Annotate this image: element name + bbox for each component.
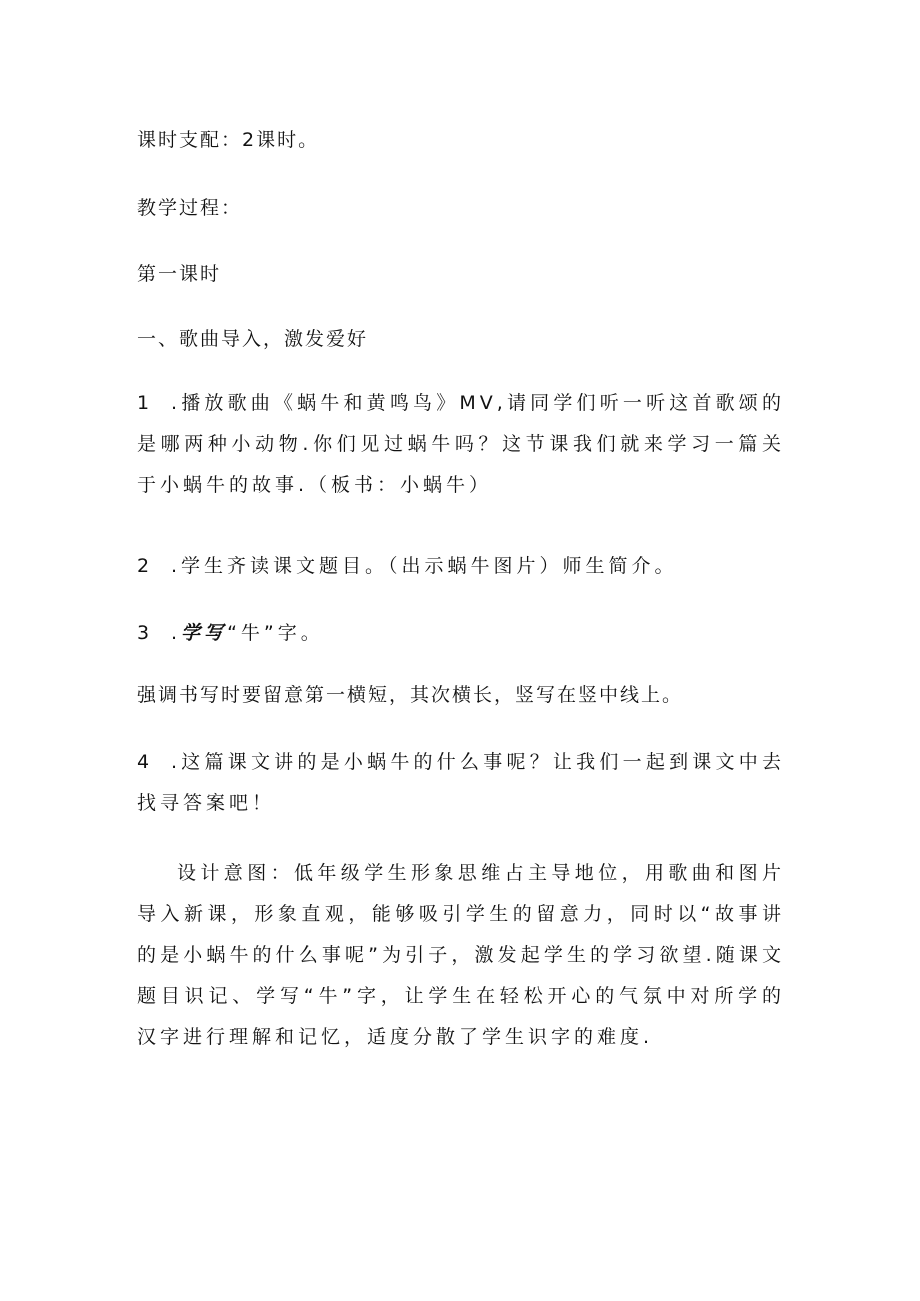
section-title: 一、歌曲导入，激发爱好 <box>137 328 369 350</box>
item-text: .这篇课文讲的是小蜗牛的什么事呢？让我们一起到课文中去找寻答案吧！ <box>137 751 785 814</box>
lesson-title: 第一课时 <box>137 263 222 285</box>
item-1 <box>137 383 785 506</box>
item-4 <box>137 742 785 824</box>
item-emphasis: 学写 <box>181 622 228 644</box>
item-number: 2 <box>137 555 150 577</box>
stroke-note: 强调书写时要留意第一横短，其次横长，竖写在竖中线上。 <box>137 684 684 706</box>
item-number: 4 <box>137 751 150 773</box>
item-prefix: . <box>171 622 182 644</box>
item-2 <box>137 546 785 587</box>
item-number: 3 <box>137 622 150 644</box>
item-text: .播放歌曲《蜗牛和黄鸣鸟》MV,请同学们听一听这首歌颂的是哪两种小动物.你们见过蜗牛吗？这节课我们就来学习一篇关于小蜗牛的故事.（板书：小蜗牛） <box>137 392 785 496</box>
item-text: “牛”字。 <box>227 622 324 644</box>
process-label: 教学过程： <box>137 197 243 219</box>
item-text: .学生齐读课文题目。（出示蜗牛图片）师生简介。 <box>171 555 678 577</box>
item-number: 1 <box>137 392 150 414</box>
schedule-line: 课时支配：2课时。 <box>137 129 320 151</box>
item-3 <box>137 613 785 654</box>
design-intent: 设计意图：低年级学生形象思维占主导地位，用歌曲和图片导入新课，形象直观，能够吸引学生的留意力，同时以“故事讲的是小蜗牛的什么事呢”为引子，激发起学生的学习欲望.随课文题目识记、学写“牛”字，让学生在轻松开心的气氛中对所学的汉字进行理解和记忆，适度分散了学生识字的难度. <box>137 862 785 1048</box>
